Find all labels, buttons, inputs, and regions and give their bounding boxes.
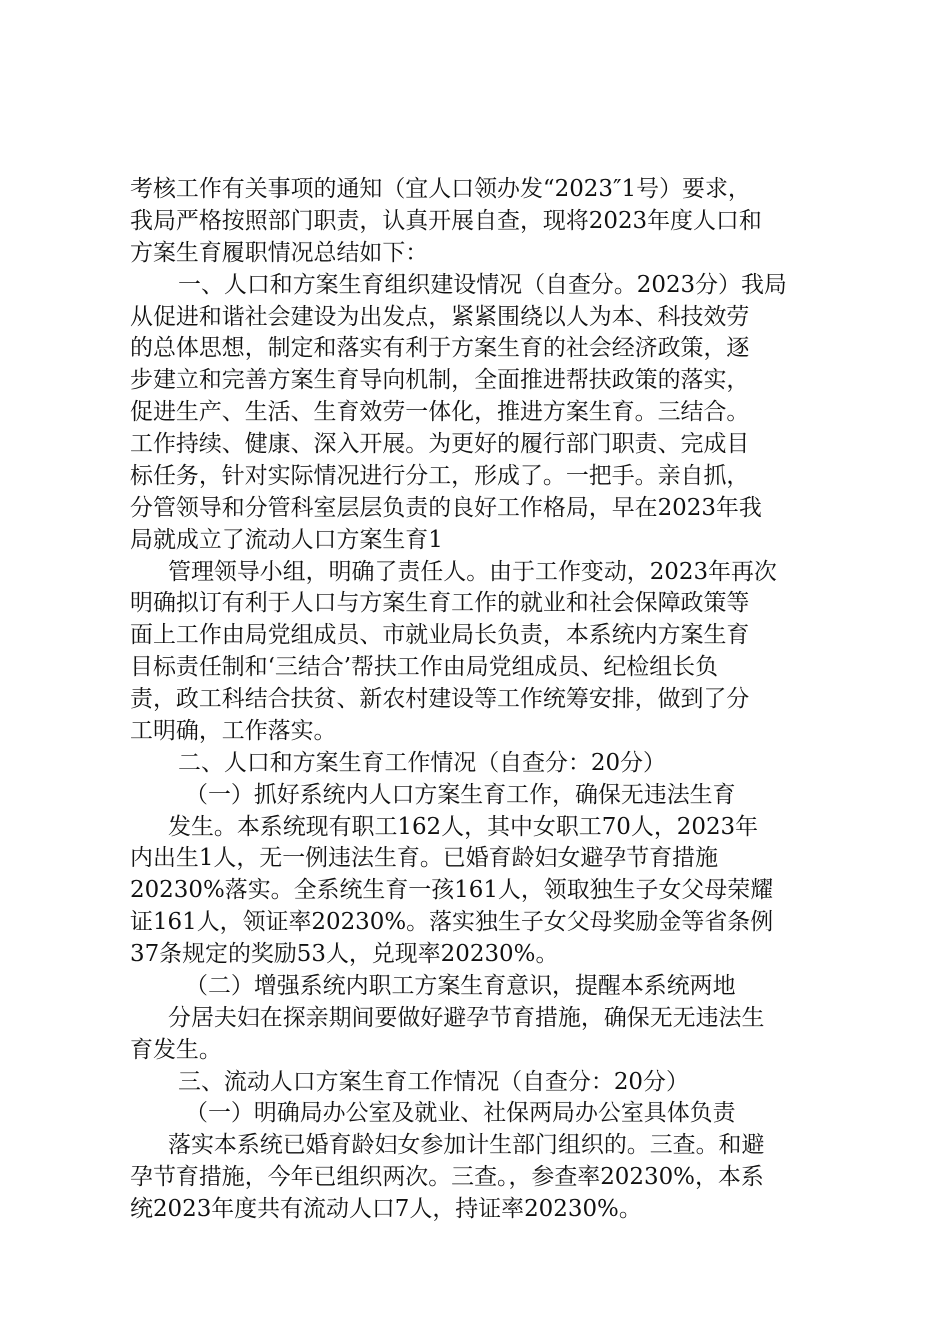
text-line: 促进生产、生活、生育效劳一体化，推进方案生育。三结合。 bbox=[130, 399, 750, 426]
text-line: 分管领导和分管科室层层负责的良好工作格局，早在2023年我 bbox=[130, 494, 762, 521]
text-line: 明确拟订有利于人口与方案生育工作的就业和社会保障政策等 bbox=[130, 590, 750, 617]
text-line: 方案生育履职情况总结如下： bbox=[130, 239, 429, 266]
text-line: 责，政工科结合扶贫、新农村建设等工作统筹安排，做到了分 bbox=[130, 686, 750, 712]
text-line: 我局严格按照部门职责，认真开展自查，现将2023年度人口和 bbox=[130, 207, 762, 234]
text-line: 孕节育措施，今年已组织两次。三查。，参查率20230%，本系 bbox=[130, 1164, 764, 1191]
section-heading: 一、人口和方案生育组织建设情况（自查分。2023分）我局 bbox=[178, 271, 787, 298]
subsection-heading: （一）明确局办公室及就业、社保两局办公室具体负责 bbox=[185, 1100, 736, 1127]
text-line: 面上工作由局党组成员、市就业局长负责，本系统内方案生育 bbox=[130, 622, 750, 649]
text-line: 标任务，针对实际情况进行分工，形成了。一把手。亲自抓， bbox=[130, 462, 750, 489]
subsection-heading: （一）抓好系统内人口方案生育工作，确保无违法生育 bbox=[185, 781, 736, 808]
section-heading: 二、人口和方案生育工作情况（自查分：20分） bbox=[178, 749, 666, 776]
text-line: 落实本系统已婚育龄妇女参加计生部门组织的。三查。和避 bbox=[168, 1132, 765, 1159]
text-line: 步建立和完善方案生育导向机制，全面推进帮扶政策的落实， bbox=[130, 367, 750, 394]
text-line: 育发生。 bbox=[130, 1036, 222, 1063]
subsection-heading: （二）增强系统内职工方案生育意识，提醒本系统两地 bbox=[185, 972, 736, 999]
text-line: 发生。本系统现有职工162人，其中女职工70人，2023年 bbox=[168, 813, 759, 840]
text-line: 分居夫妇在探亲期间要做好避孕节育措施，确保无无违法生 bbox=[168, 1004, 765, 1031]
text-line: 工明确，工作落实。 bbox=[130, 717, 337, 744]
section-heading: 三、流动人口方案生育工作情况（自查分：20分） bbox=[178, 1068, 689, 1095]
text-line: 20230%落实。全系统生育一孩161人，领取独生子女父母荣耀 bbox=[130, 877, 774, 904]
text-line: 局就成立了流动人口方案生育1 bbox=[130, 526, 443, 553]
text-line: 管理领导小组，明确了责任人。由于工作变动，2023年再次 bbox=[168, 558, 777, 585]
text-line: 的总体思想，制定和落实有利于方案生育的社会经济政策，逐 bbox=[130, 335, 750, 362]
text-line: 从促进和谐社会建设为出发点，紧紧围绕以人为本、科技效劳 bbox=[130, 303, 750, 330]
text-line: 证161人，领证率20230%。落实独生子女父母奖励金等省条例 bbox=[130, 909, 774, 936]
text-line: 目标责任制和‘三结合’帮扶工作由局党组成员、纪检组长负 bbox=[130, 654, 719, 681]
text-line: 统2023年度共有流动人口7人，持证率20230%。 bbox=[130, 1196, 642, 1222]
text-line: 37条规定的奖励53人，兑现率20230%。 bbox=[130, 941, 559, 967]
text-line: 考核工作有关事项的通知（宜人口领办发“2023″1号）要求， bbox=[130, 176, 751, 202]
text-line: 工作持续、健康、深入开展。为更好的履行部门职责、完成目 bbox=[130, 431, 750, 457]
text-line: 内出生1人，无一例违法生育。已婚育龄妇女避孕节育措施 bbox=[130, 845, 719, 872]
